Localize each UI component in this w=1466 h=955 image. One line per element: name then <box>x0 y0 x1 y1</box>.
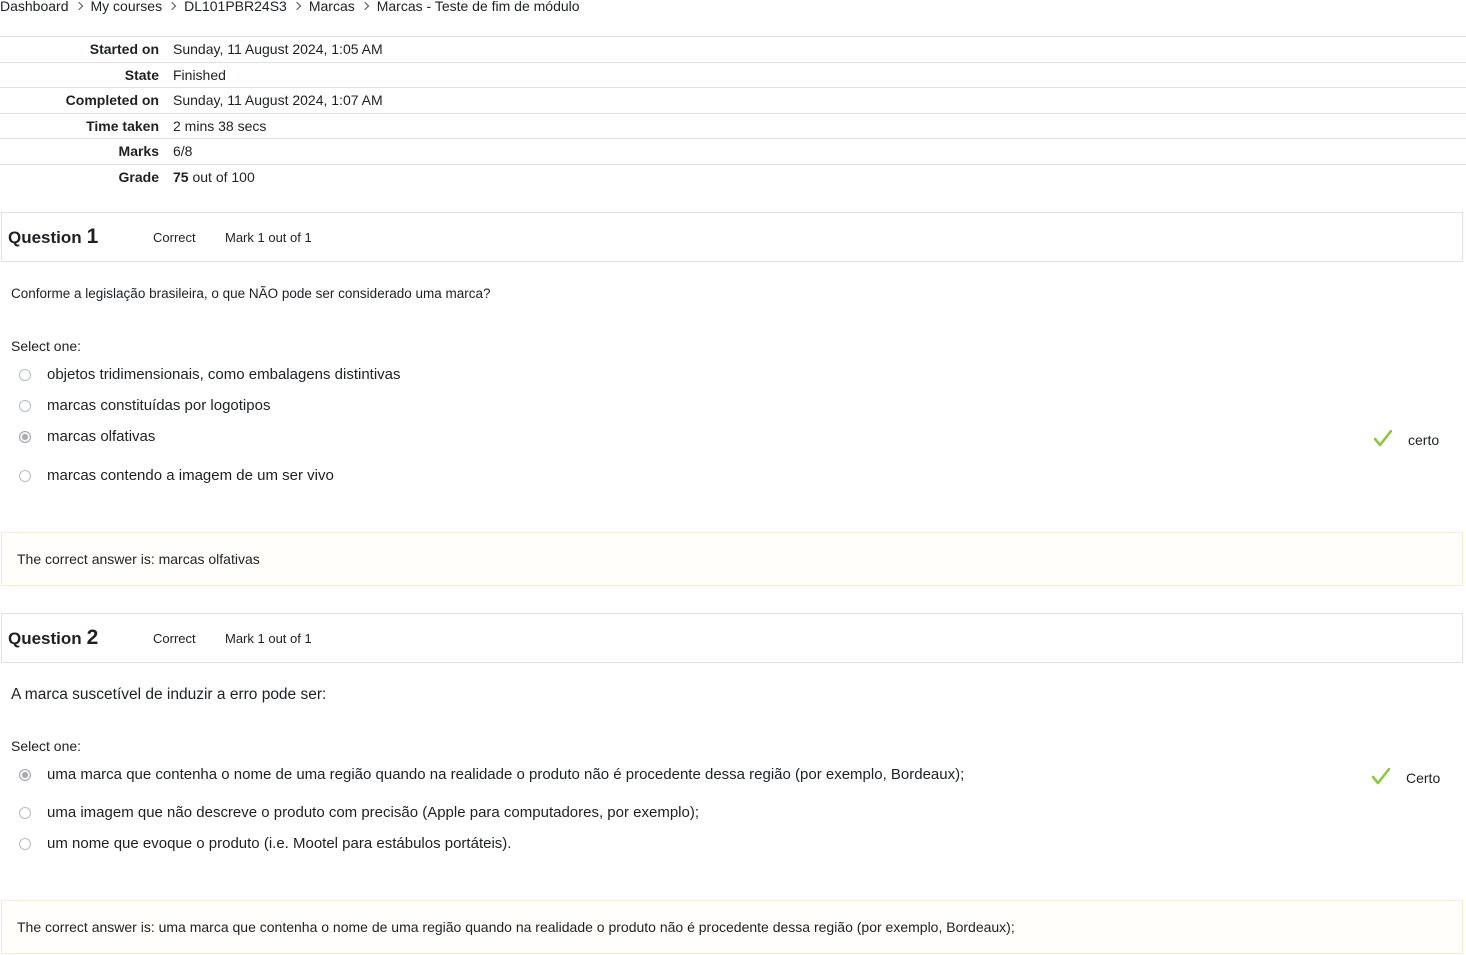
answer-label: uma marca que contenha o nome de uma região quando na realidade o produto não é procedente dessa região (por exemplo, Bordeaux); <box>47 766 965 783</box>
answer-option-selected[interactable] <box>19 428 155 445</box>
select-one-prompt: Select one: <box>11 338 82 354</box>
breadcrumb-course[interactable]: DL101PBR24S3 <box>184 0 287 14</box>
answer-feedback <box>1374 428 1439 448</box>
radio-button[interactable] <box>19 400 31 412</box>
check-icon <box>1374 430 1392 447</box>
radio-button-checked[interactable] <box>19 431 31 443</box>
radio-button[interactable] <box>19 369 31 381</box>
answer-option-selected[interactable] <box>19 766 964 783</box>
radio-button-checked[interactable] <box>19 769 31 781</box>
question-text: Conforme a legislação brasileira, o que NÃO pode ser considerado uma marca? <box>11 286 491 301</box>
grade-out-of: out of 100 <box>188 169 255 185</box>
summary-label: Grade <box>118 169 159 185</box>
chevron-right-icon <box>74 2 82 10</box>
question-label: Question <box>8 228 82 247</box>
summary-row-started <box>0 37 1466 63</box>
breadcrumb <box>0 0 580 16</box>
question-mark: Mark 1 out of 1 <box>225 630 312 646</box>
radio-button[interactable] <box>19 838 31 850</box>
summary-value: Sunday, 11 August 2024, 1:05 AM <box>173 41 383 58</box>
feedback-text: Certo <box>1406 770 1441 786</box>
breadcrumb-quiz[interactable]: Marcas - Teste de fim de módulo <box>376 0 580 14</box>
check-icon <box>1372 768 1390 785</box>
answer-label: marcas olfativas <box>47 428 156 445</box>
summary-row-marks <box>0 139 1466 165</box>
radio-button[interactable] <box>19 470 31 482</box>
question-state: Correct <box>153 229 196 245</box>
answer-option[interactable] <box>19 804 699 821</box>
answer-feedback <box>1372 766 1440 786</box>
chevron-right-icon <box>168 2 176 10</box>
question-mark: Mark 1 out of 1 <box>225 229 312 245</box>
answer-label: uma imagem que não descreve o produto com precisão (Apple para computadores, por exemplo); <box>47 804 700 821</box>
correct-answer-box <box>1 900 1463 954</box>
summary-value: 6/8 <box>173 143 193 160</box>
correct-answer-text: The correct answer is: uma marca que contenha o nome de uma região quando na realidade o produto não é procedente dessa região (por exemplo, Bordeaux); <box>17 919 1015 935</box>
breadcrumb-my-courses[interactable]: My courses <box>90 0 163 14</box>
answer-label: marcas contendo a imagem de um ser vivo <box>47 467 334 484</box>
question-title <box>8 626 153 650</box>
chevron-right-icon <box>360 2 368 10</box>
breadcrumb-dashboard[interactable]: Dashboard <box>0 0 69 14</box>
radio-button[interactable] <box>19 807 31 819</box>
answer-option[interactable] <box>19 467 334 484</box>
summary-row-grade <box>0 164 1466 190</box>
correct-answer-text: The correct answer is: marcas olfativas <box>17 551 260 567</box>
question-state: Correct <box>153 630 196 646</box>
question-title <box>8 225 153 249</box>
select-one-prompt: Select one: <box>11 738 82 754</box>
chevron-right-icon <box>293 2 301 10</box>
summary-label: State <box>124 66 159 83</box>
question-2-info <box>1 613 1463 663</box>
summary-label: Time taken <box>86 117 159 134</box>
summary-label: Completed on <box>65 92 159 109</box>
answer-label: um nome que evoque o produto (i.e. Mootel para estábulos portáteis). <box>47 835 512 852</box>
question-number: 1 <box>86 225 99 248</box>
answer-label: objetos tridimensionais, como embalagens distintivas <box>47 366 401 383</box>
answer-option[interactable] <box>19 397 270 414</box>
question-text: A marca suscetível de induzir a erro pode ser: <box>11 686 327 703</box>
summary-value: 2 mins 38 secs <box>173 117 267 134</box>
summary-row-state <box>0 62 1466 88</box>
summary-label: Marks <box>118 143 159 160</box>
summary-row-time-taken <box>0 113 1466 139</box>
grade-value: 75 <box>173 169 189 185</box>
answer-option[interactable] <box>19 835 511 852</box>
summary-label: Started on <box>89 41 159 58</box>
answer-label: marcas constituídas por logotipos <box>47 397 271 414</box>
question-number: 2 <box>86 626 99 649</box>
summary-value <box>173 164 1466 190</box>
breadcrumb-section[interactable]: Marcas <box>308 0 355 14</box>
feedback-text: certo <box>1408 432 1440 448</box>
answer-option[interactable] <box>19 366 401 383</box>
summary-value: Finished <box>173 66 226 83</box>
summary-row-completed <box>0 88 1466 114</box>
question-1-info <box>1 212 1463 262</box>
summary-value: Sunday, 11 August 2024, 1:07 AM <box>173 92 383 109</box>
attempt-summary-table <box>0 36 1466 190</box>
correct-answer-box <box>1 532 1463 586</box>
question-label: Question <box>8 629 82 648</box>
